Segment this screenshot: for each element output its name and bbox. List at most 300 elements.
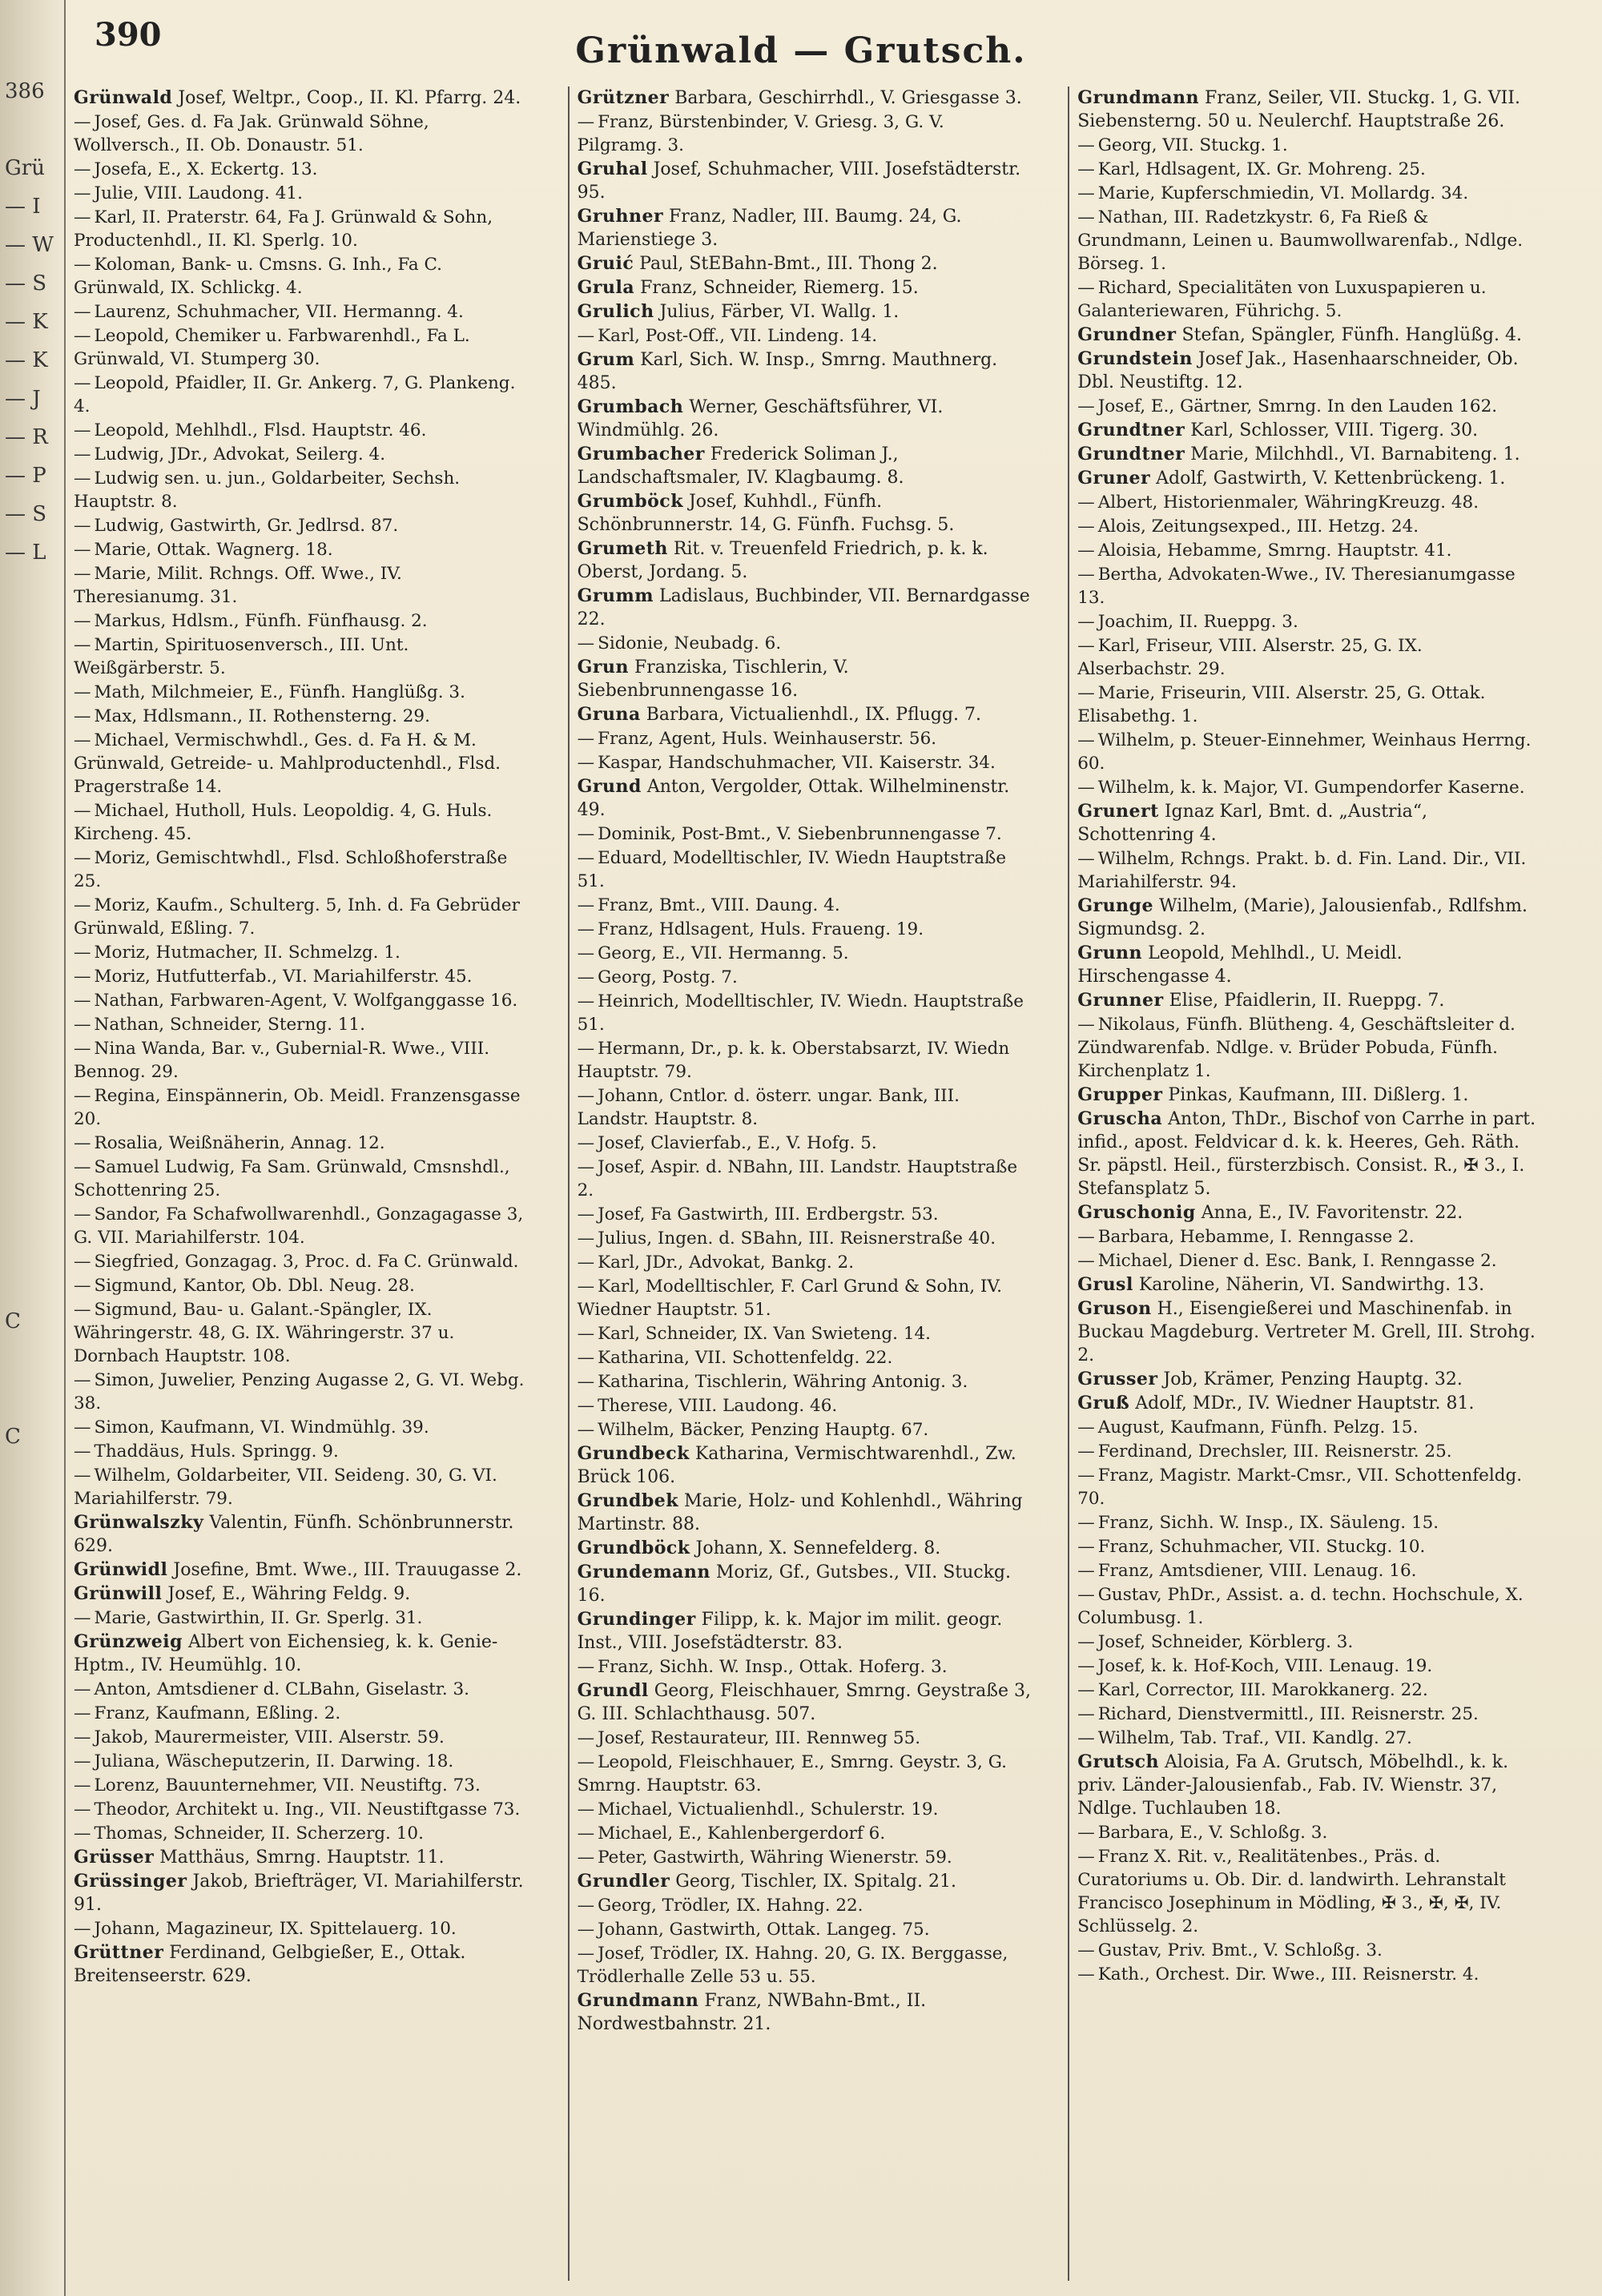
- directory-entry: [74, 609, 560, 633]
- directory-entry: [1077, 1821, 1564, 1844]
- entry-text: Jakob, Maurermeister, VIII. Alserstr. 59.: [94, 1727, 445, 1747]
- directory-entry: [74, 1298, 560, 1368]
- entry-text: Moriz, Gemischtwhdl., Flsd. Schloßhoferstraße 25.: [74, 848, 508, 891]
- directory-entry: [74, 1084, 560, 1131]
- entry-text: Karl, Schlosser, VIII. Tigerg. 30.: [1190, 420, 1479, 440]
- entry-text: Ferdinand, Drechsler, III. Reisnerstr. 25.: [1097, 1442, 1452, 1462]
- directory-entry: [1077, 989, 1564, 1012]
- entry-dash: —: [74, 1919, 91, 1939]
- directory-entry: [578, 443, 1061, 489]
- directory-entry: [74, 443, 560, 466]
- entry-text: Michael, Diener d. Esc. Bank, I. Renngasse 2.: [1097, 1251, 1497, 1271]
- directory-entry: [578, 1561, 1061, 1607]
- directory-entry: [578, 775, 1061, 822]
- entry-text: Johann, X. Sennefelderg. 8.: [695, 1538, 941, 1558]
- entry-dash: —: [1077, 730, 1095, 750]
- entry-surname: Grundböck: [577, 1538, 690, 1558]
- entry-text: Thomas, Schneider, II. Scherzerg. 10.: [94, 1824, 424, 1844]
- directory-entry: [1077, 847, 1564, 894]
- directory-entry: [74, 1156, 560, 1202]
- entry-text: Franz, Sichh. W. Insp., IX. Säuleng. 15.: [1097, 1513, 1439, 1533]
- entry-surname: Grünwald: [74, 87, 173, 108]
- entry-dash: —: [577, 1896, 595, 1916]
- entry-text: Bertha, Advokaten-Wwe., IV. Theresianumgasse 13.: [1077, 565, 1515, 608]
- directory-entry: [74, 1846, 560, 1869]
- entry-text: Ignaz Karl, Bmt. d. „Austria“, Schottenring 4.: [1077, 802, 1427, 845]
- entry-text: Josef, E., Währing Feldg. 9.: [167, 1584, 411, 1604]
- directory-entry: [1077, 134, 1564, 157]
- entry-dash: —: [577, 1157, 595, 1177]
- directory-entry: [1077, 1416, 1564, 1439]
- entry-text: Josef, Clavierfab., E., V. Hofg. 5.: [598, 1133, 877, 1153]
- entry-dash: —: [74, 468, 91, 489]
- entry-surname: Gruhner: [577, 206, 664, 227]
- entry-text: Michael, Victualienhdl., Schulerstr. 19.: [598, 1799, 939, 1820]
- entry-text: Karl, Sich. W. Insp., Smrng. Mauthnerg. 485.: [577, 350, 998, 393]
- entry-surname: Grüttner: [74, 1942, 164, 1963]
- entry-text: Job, Krämer, Penzing Hauptg. 32.: [1163, 1369, 1463, 1389]
- entry-text: Samuel Ludwig, Fa Sam. Grünwald, Cmsnshdl., Schottenring 25.: [74, 1157, 510, 1200]
- entry-text: Ladislaus, Buchbinder, VII. Bernardgasse 22.: [577, 586, 1030, 629]
- entry-text: Barbara, Victualienhdl., IX. Pflugg. 7.: [646, 705, 981, 725]
- entry-text: Josef, Weltpr., Coop., II. Kl. Pfarrg. 24.: [178, 88, 521, 108]
- entry-dash: —: [74, 706, 91, 726]
- entry-dash: —: [74, 1466, 91, 1486]
- directory-entry: [1077, 1751, 1564, 1820]
- entry-text: Karl, Corrector, III. Marokkanerg. 22.: [1097, 1680, 1428, 1700]
- entry-dash: —: [1077, 1561, 1095, 1581]
- entry-text: August, Kaufmann, Fünfh. Pelzg. 15.: [1097, 1417, 1419, 1438]
- directory-entry: [74, 182, 560, 205]
- entry-text: Georg, Tischler, IX. Spitalg. 21.: [675, 1872, 956, 1892]
- directory-entry: [578, 1727, 1061, 1750]
- directory-entry: [578, 656, 1061, 702]
- entry-text: Leopold, Pfaidler, II. Gr. Ankerg. 7, G. Plankeng. 4.: [74, 373, 516, 416]
- entry-text: Georg, E., VII. Hermanng. 5.: [598, 943, 849, 963]
- entry-text: Georg, Fleischhauer, Smrng. Geystraße 3, G. III. Schlachthausg. 507.: [577, 1681, 1031, 1724]
- entry-dash: —: [74, 1608, 91, 1628]
- entry-text: Franz, Sichh. W. Insp., Ottak. Hoferg. 3.: [598, 1657, 948, 1677]
- entry-text: Eduard, Modelltischler, IV. Wiedn Hauptstraße 51.: [577, 848, 1007, 891]
- entry-dash: —: [577, 112, 595, 132]
- entry-dash: —: [577, 1799, 595, 1820]
- entry-surname: Grundmann: [1077, 87, 1199, 108]
- entry-surname: Grundner: [1077, 324, 1177, 345]
- entry-text: Franz, Agent, Huls. Weinhauserstr. 56.: [598, 729, 937, 749]
- entry-dash: —: [577, 633, 595, 653]
- directory-entry: [578, 1346, 1061, 1369]
- entry-text: Ludwig sen. u. jun., Goldarbeiter, Sechsh. Hauptstr. 8.: [74, 468, 461, 512]
- entry-text: Wilhelm, (Marie), Jalousienfab., Rdlfshm. Sigmundsg. 2.: [1077, 896, 1528, 939]
- directory-entry: [1077, 1440, 1564, 1463]
- entry-dash: —: [74, 1703, 91, 1723]
- entry-dash: —: [1077, 1537, 1095, 1557]
- directory-entry: [74, 111, 560, 157]
- entry-dash: —: [74, 1276, 91, 1296]
- directory-entry: [1077, 491, 1564, 514]
- entry-surname: Grünzweig: [74, 1631, 183, 1652]
- entry-surname: Grunner: [1077, 990, 1164, 1011]
- entry-text: Josef, Restaurateur, III. Rennweg 55.: [598, 1728, 921, 1748]
- entry-surname: Gruschonig: [1077, 1202, 1196, 1223]
- entry-surname: Grumböck: [577, 491, 683, 512]
- entry-text: Sigmund, Kantor, Ob. Dbl. Neug. 28.: [94, 1276, 415, 1296]
- directory-entry: [1077, 1679, 1564, 1702]
- entry-dash: —: [1077, 1442, 1095, 1462]
- entry-text: Adolf, Gastwirth, V. Kettenbrückeng. 1.: [1156, 468, 1506, 489]
- directory-entry: [74, 1941, 560, 1988]
- entry-dash: —: [74, 1039, 91, 1059]
- entry-text: Aloisia, Fa A. Grutsch, Möbelhdl., k. k. priv. Länder-Jalousienfab., Fab. IV. Wienstr. 37, Ndlge. Tuchlauben 18.: [1077, 1752, 1509, 1819]
- directory-entry: [578, 894, 1061, 917]
- entry-surname: Grundemann: [577, 1562, 710, 1582]
- entry-dash: —: [577, 1133, 595, 1153]
- entry-dash: —: [1077, 396, 1095, 416]
- entry-dash: —: [577, 1348, 595, 1368]
- entry-text: Franz X. Rit. v., Realitätenbes., Präs. d. Curatoriums u. Ob. Dir. d. landwirth. Lehranstalt Francisco Josephinum in Mödling, ✠ 3., ✠, ✠, IV. Schlüsselg. 2.: [1077, 1847, 1506, 1936]
- entry-surname: Gruscha: [1077, 1108, 1163, 1129]
- entry-text: Johann, Gastwirth, Ottak. Langeg. 75.: [598, 1920, 930, 1940]
- page-title: Grünwald — Grutsch.: [575, 30, 1027, 71]
- entry-text: Heinrich, Modelltischler, IV. Wiedn. Hauptstraße 51.: [577, 991, 1024, 1035]
- entry-dash: —: [1077, 1015, 1095, 1035]
- directory-entry: [578, 1442, 1061, 1489]
- entry-text: Marie, Friseurin, VIII. Alserstr. 25, G. Ottak. Elisabethg. 1.: [1077, 683, 1486, 726]
- entry-text: Josef, Ges. d. Fa Jak. Grünwald Söhne, Wollversch., II. Ob. Donaustr. 51.: [74, 112, 429, 155]
- entry-dash: —: [74, 564, 91, 584]
- entry-dash: —: [577, 1657, 595, 1677]
- entry-dash: —: [577, 729, 595, 749]
- directory-entry: [74, 989, 560, 1012]
- entry-text: Markus, Hdlsm., Fünfh. Fünfhausg. 2.: [94, 611, 428, 631]
- entry-text: Karl, Friseur, VIII. Alserstr. 25, G. IX. Alserbachstr. 29.: [1077, 636, 1423, 679]
- directory-entry: [74, 1132, 560, 1155]
- directory-entry: [1077, 895, 1564, 941]
- entry-text: Anna, E., IV. Favoritenstr. 22.: [1201, 1203, 1463, 1223]
- directory-entry: [74, 1464, 560, 1510]
- entry-text: Moriz, Hutfutterfab., VI. Mariahilferstr. 45.: [94, 967, 473, 987]
- directory-entry: [74, 1774, 560, 1797]
- directory-entry: [1077, 1559, 1564, 1582]
- directory-entry: [1077, 729, 1564, 775]
- entry-dash: —: [74, 730, 91, 750]
- entry-text: Sidonie, Neubadg. 6.: [598, 633, 782, 653]
- entry-text: Nathan, Schneider, Sterng. 11.: [94, 1015, 365, 1035]
- directory-entry: [578, 1132, 1061, 1155]
- entry-text: Barbara, Geschirrhdl., V. Griesgasse 3.: [674, 88, 1022, 108]
- entry-dash: —: [74, 967, 91, 987]
- entry-dash: —: [1077, 612, 1095, 632]
- directory-entry: [578, 1251, 1061, 1274]
- entry-surname: Grunert: [1077, 801, 1159, 822]
- directory-entry: [1077, 324, 1564, 347]
- entry-text: Stefan, Spängler, Fünfh. Hanglüßg. 4.: [1181, 325, 1522, 345]
- adjacent-page-text: 386 Grü — I — W — S — K — K — J — R — P — S — L C C: [5, 79, 54, 1449]
- directory-entry: [74, 1798, 560, 1821]
- entry-text: Franz, Kaufmann, Eßling. 2.: [94, 1703, 341, 1723]
- directory-entry: [1077, 1201, 1564, 1224]
- entry-dash: —: [577, 1204, 595, 1224]
- entry-text: Juliana, Wäscheputzerin, II. Darwing. 18.: [94, 1751, 454, 1771]
- directory-entry: [74, 158, 560, 181]
- entry-surname: Grumeth: [577, 538, 668, 559]
- entry-text: Karl, Post-Off., VII. Lindeng. 14.: [598, 326, 878, 346]
- directory-entry: [1077, 1464, 1564, 1510]
- entry-dash: —: [74, 516, 91, 536]
- directory-entry: [74, 1606, 560, 1630]
- entry-surname: Grum: [577, 349, 635, 370]
- entry-dash: —: [577, 1086, 595, 1106]
- directory-entry: [578, 1227, 1061, 1250]
- entry-dash: —: [577, 1277, 595, 1297]
- directory-entry: [578, 942, 1061, 965]
- directory-entry: [578, 1942, 1061, 1988]
- directory-entry: [74, 419, 560, 442]
- entry-text: Wilhelm, k. k. Major, VI. Gumpendorfer Kaserne.: [1097, 778, 1525, 798]
- entry-dash: —: [74, 1157, 91, 1177]
- directory-entry: [1077, 1249, 1564, 1273]
- entry-text: Koloman, Bank- u. Cmsns. G. Inh., Fa C. Grünwald, IX. Schlickg. 4.: [74, 255, 443, 298]
- entry-dash: —: [74, 373, 91, 393]
- directory-entry: [74, 1702, 560, 1725]
- directory-entry: [74, 1582, 560, 1606]
- entry-dash: —: [1077, 1728, 1095, 1748]
- entry-dash: —: [1077, 1680, 1095, 1700]
- entry-dash: —: [1077, 1964, 1095, 1984]
- directory-entry: [74, 1631, 560, 1677]
- directory-entry: [1077, 1727, 1564, 1750]
- directory-entry: [74, 324, 560, 371]
- entry-surname: Grupper: [1077, 1084, 1163, 1105]
- entry-text: Franz, Bürstenbinder, V. Griesg. 3, G. V. Pilgramg. 3.: [577, 112, 944, 155]
- entry-dash: —: [74, 420, 91, 440]
- entry-text: Richard, Dienstvermittl., III. Reisnerstr. 25.: [1097, 1704, 1479, 1724]
- entry-dash: —: [74, 943, 91, 963]
- entry-text: Wilhelm, Bäcker, Penzing Hauptg. 67.: [598, 1420, 929, 1440]
- directory-entry: [578, 1870, 1061, 1893]
- entry-dash: —: [74, 1133, 91, 1153]
- entry-dash: —: [1077, 1847, 1095, 1867]
- entry-text: Josef, Schuhmacher, VIII. Josefstädterstr. 95.: [577, 159, 1021, 203]
- directory-entry: [1077, 158, 1564, 181]
- directory-entry: [1077, 1273, 1564, 1297]
- entry-dash: —: [577, 1824, 595, 1844]
- entry-dash: —: [577, 824, 595, 844]
- directory-entry: [578, 1394, 1061, 1417]
- entry-surname: Grützner: [577, 87, 670, 108]
- entry-text: Adolf, MDr., IV. Wiedner Hauptstr. 81.: [1135, 1393, 1475, 1413]
- entry-text: Karoline, Näherin, VI. Sandwirthg. 13.: [1138, 1275, 1485, 1295]
- entry-dash: —: [577, 895, 595, 915]
- directory-entry: [578, 1798, 1061, 1821]
- entry-dash: —: [74, 1679, 91, 1699]
- directory-entry: [1077, 395, 1564, 418]
- directory-entry: [1077, 776, 1564, 799]
- entry-text: Lorenz, Bauunternehmer, VII. Neustiftg. 73.: [94, 1775, 481, 1795]
- entry-dash: —: [74, 991, 91, 1011]
- directory-entry: [1077, 1535, 1564, 1558]
- entry-surname: Gruson: [1077, 1298, 1152, 1319]
- directory-entry: [1077, 1583, 1564, 1630]
- directory-entry: [578, 348, 1061, 395]
- entry-surname: Gruner: [1077, 468, 1151, 489]
- entry-text: H., Eisengießerei und Maschinenfab. in Buckau Magdeburg. Vertreter M. Grell, III. Strohg. 2.: [1077, 1299, 1536, 1365]
- entry-text: Johann, Magazineur, IX. Spittelauerg. 10.: [94, 1919, 457, 1939]
- entry-surname: Grumm: [577, 585, 654, 606]
- entry-surname: Grunge: [1077, 895, 1153, 916]
- directory-entry: [74, 729, 560, 798]
- entry-dash: —: [74, 1204, 91, 1224]
- directory-entry: [74, 253, 560, 300]
- entry-text: Joachim, II. Rueppg. 3.: [1097, 612, 1298, 632]
- entry-dash: —: [74, 848, 91, 868]
- directory-entry: [578, 585, 1061, 631]
- entry-text: Georg, Postg. 7.: [598, 967, 738, 987]
- entry-dash: —: [1077, 493, 1095, 513]
- entry-text: Leopold, Mehlhdl., Flsd. Hauptstr. 46.: [94, 420, 427, 440]
- entry-surname: Grundinger: [577, 1609, 696, 1630]
- entry-dash: —: [577, 1253, 595, 1273]
- directory-entry: [74, 1037, 560, 1084]
- entry-text: Josef, k. k. Hof-Koch, VIII. Lenaug. 19.: [1097, 1656, 1433, 1676]
- entry-text: Karl, Schneider, IX. Van Swieteng. 14.: [598, 1324, 932, 1344]
- directory-entry: [578, 1822, 1061, 1845]
- entry-text: Josef, Kuhhdl., Fünfh. Schönbrunnerstr. 14, G. Fünfh. Fuchsg. 5.: [577, 492, 955, 535]
- columns: [66, 86, 1572, 2281]
- directory-entry: [578, 205, 1061, 251]
- entry-dash: —: [577, 326, 595, 346]
- entry-dash: —: [577, 991, 595, 1011]
- directory-entry: [74, 681, 560, 704]
- directory-entry: [74, 705, 560, 728]
- entry-dash: —: [74, 1775, 91, 1795]
- entry-text: Franz, Nadler, III. Baumg. 24, G. Marienstiege 3.: [577, 207, 962, 250]
- directory-entry: [578, 632, 1061, 655]
- entry-dash: —: [74, 635, 91, 655]
- entry-text: Josef, Fa Gastwirth, III. Erdbergstr. 53.: [598, 1204, 939, 1224]
- entry-text: Ludwig, JDr., Advokat, Seilerg. 4.: [94, 444, 386, 464]
- directory-entry: [74, 1203, 560, 1249]
- directory-entry: [1077, 682, 1564, 728]
- entry-dash: —: [74, 1417, 91, 1438]
- entry-surname: Grundler: [577, 1871, 670, 1892]
- directory-entry: [578, 537, 1061, 584]
- entry-dash: —: [74, 326, 91, 346]
- entry-dash: —: [74, 1824, 91, 1844]
- directory-entry: [74, 799, 560, 846]
- entry-text: Josefine, Bmt. Wwe., III. Trauugasse 2.: [173, 1560, 522, 1580]
- directory-entry: [74, 538, 560, 561]
- entry-surname: Gruhal: [577, 159, 648, 179]
- entry-text: Sigmund, Bau- u. Galant.-Spängler, IX. Währingerstr. 48, G. IX. Währingerstr. 37 u. Dornbach Hauptstr. 108.: [74, 1300, 455, 1366]
- entry-surname: Grünwill: [74, 1583, 163, 1604]
- entry-text: Therese, VIII. Laudong. 46.: [598, 1396, 838, 1416]
- entry-dash: —: [74, 1015, 91, 1035]
- adjacent-page-edge: [0, 0, 66, 2296]
- entry-dash: —: [74, 255, 91, 275]
- entry-dash: —: [1077, 683, 1095, 703]
- entry-text: Leopold, Chemiker u. Farbwarenhdl., Fa L. Grünwald, VI. Stumperg 30.: [74, 326, 470, 369]
- directory-entry: [74, 1416, 560, 1439]
- directory-entry: [578, 727, 1061, 750]
- directory-entry: [1077, 1845, 1564, 1938]
- directory-entry: [1077, 1703, 1564, 1726]
- entry-text: Leopold, Fleischhauer, E., Smrng. Geystr. 3, G. Smrng. Hauptstr. 63.: [577, 1752, 1007, 1795]
- directory-entry: [1077, 515, 1564, 538]
- directory-entry: [1077, 1655, 1564, 1678]
- directory-entry: [578, 751, 1061, 774]
- directory-entry: [578, 1679, 1061, 1726]
- directory-entry: [578, 703, 1061, 726]
- entry-dash: —: [1077, 1513, 1095, 1533]
- entry-text: Wilhelm, p. Steuer-Einnehmer, Weinhaus Herrng. 60.: [1077, 730, 1532, 774]
- directory-entry: [74, 1750, 560, 1773]
- entry-text: Katharina, VII. Schottenfeldg. 22.: [598, 1348, 893, 1368]
- entry-text: Marie, Kupferschmiedin, VI. Mollardg. 34.: [1097, 183, 1469, 203]
- entry-dash: —: [577, 1944, 595, 1964]
- directory-entry: [74, 1013, 560, 1036]
- directory-entry: [578, 1894, 1061, 1917]
- directory-entry: [578, 490, 1061, 537]
- entry-surname: Grundl: [577, 1680, 649, 1701]
- entry-text: Johann, Cntlor. d. österr. ungar. Bank, III. Landstr. Hauptstr. 8.: [577, 1086, 960, 1129]
- directory-entry: [74, 894, 560, 940]
- entry-text: Wilhelm, Tab. Traf., VII. Kandlg. 27.: [1097, 1728, 1412, 1748]
- directory-entry: [578, 1608, 1061, 1655]
- entry-dash: —: [1077, 1656, 1095, 1676]
- directory-entry: [578, 990, 1061, 1036]
- entry-text: Martin, Spirituosenversch., III. Unt. Weißgärberstr. 5.: [74, 635, 409, 678]
- entry-text: Barbara, E., V. Schloßg. 3.: [1097, 1823, 1328, 1843]
- entry-text: Nathan, III. Radetzkystr. 6, Fa Rieß & Grundmann, Leinen u. Baumwollwarenfab., Ndlge. Börseg. 1.: [1077, 207, 1524, 274]
- entry-dash: —: [1077, 1585, 1095, 1605]
- directory-entry: [74, 1274, 560, 1297]
- entry-dash: —: [1077, 636, 1095, 656]
- entry-dash: —: [74, 1727, 91, 1747]
- directory-entry: [74, 1822, 560, 1845]
- directory-entry: [578, 396, 1061, 442]
- directory-entry: [578, 1537, 1061, 1560]
- directory-entry: [74, 467, 560, 513]
- entry-text: Josefa, E., X. Eckertg. 13.: [94, 159, 318, 179]
- entry-text: Thaddäus, Huls. Springg. 9.: [94, 1442, 339, 1462]
- entry-dash: —: [74, 1799, 91, 1820]
- entry-text: Dominik, Post-Bmt., V. Siebenbrunnengasse 7.: [598, 824, 1002, 844]
- entry-text: Josef, Schneider, Körblerg. 3.: [1097, 1632, 1354, 1652]
- entry-dash: —: [74, 682, 91, 702]
- entry-text: Karl, Hdlsagent, IX. Gr. Mohreng. 25.: [1097, 159, 1426, 179]
- directory-entry: [1077, 1013, 1564, 1083]
- entry-dash: —: [577, 967, 595, 987]
- entry-dash: —: [1077, 278, 1095, 298]
- entry-text: Wilhelm, Rchngs. Prakt. b. d. Fin. Land. Dir., VII. Mariahilferstr. 94.: [1077, 849, 1527, 892]
- directory-entry: [578, 846, 1061, 893]
- entry-text: Hermann, Dr., p. k. k. Oberstabsarzt, IV. Wiedn Hauptstr. 79.: [577, 1039, 1010, 1082]
- directory-entry: [578, 822, 1061, 846]
- entry-text: Albert von Eichensieg, k. k. Genie-Hptm., IV. Heumühlg. 10.: [74, 1632, 498, 1675]
- directory-entry: [1077, 942, 1564, 988]
- entry-surname: Grüsser: [74, 1847, 155, 1868]
- directory-entry: [1077, 467, 1564, 490]
- entry-dash: —: [577, 1228, 595, 1249]
- directory-entry: [1077, 1368, 1564, 1391]
- directory-entry: [1077, 800, 1564, 846]
- directory-entry: [578, 111, 1061, 157]
- entry-surname: Grundstein: [1077, 348, 1193, 369]
- entry-surname: Grumbacher: [577, 444, 705, 464]
- directory-entry: [1077, 1297, 1564, 1367]
- directory-entry: [74, 633, 560, 680]
